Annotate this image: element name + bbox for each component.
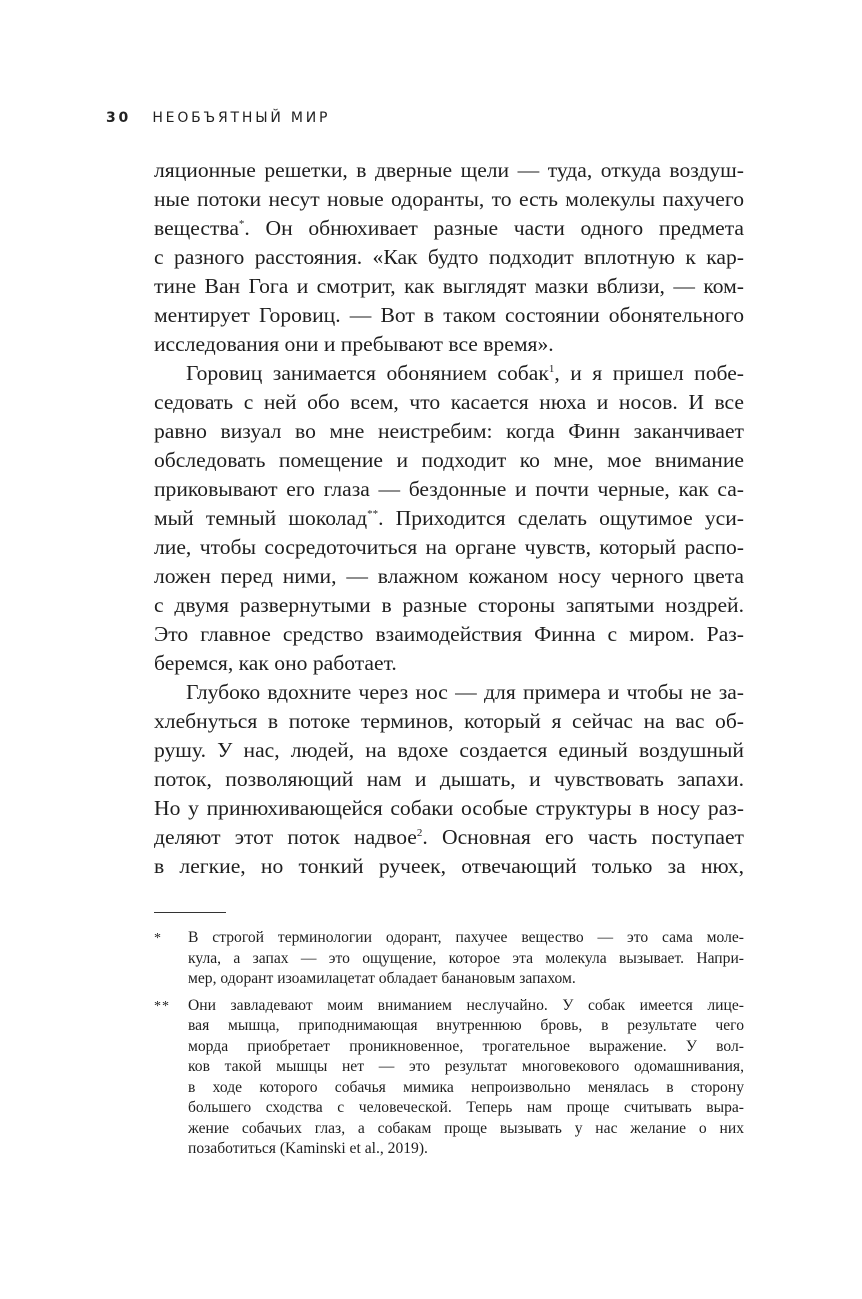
footnote-ref: ** [367, 508, 379, 520]
text-line: обследовать помещение и подходит ко мне, мое внимание [154, 448, 744, 472]
footnote-mark: * [154, 931, 162, 946]
text-line: мый темный шоколад**. Приходится сделать ощутимое уси- [154, 506, 744, 530]
footnote-line: В строгой терминологии одорант, пахучее вещество — это сама моле- [188, 929, 744, 946]
footnote-line: жение собачьих глаз, а собакам проще вызывать у нас желание о них [188, 1119, 744, 1137]
text-line: в легкие, но тонкий ручеек, отвечающий только за нюх, [154, 854, 744, 878]
text-line: деляют этот поток надвое$^2$. Основная его часть поступает [154, 825, 744, 849]
footnote-line: в ходе которого собачья мимика непроизвольно менялась в сторону [188, 1078, 744, 1096]
running-header [106, 110, 330, 126]
text-line: ляционные решетки, в дверные щели — туда, откуда воздуш- [154, 158, 744, 182]
text-line: приковывают его глаза — бездонные и почти черные, как са- [154, 477, 744, 501]
text-line: поток, позволяющий нам и дышать, и чувствовать запахи. [154, 767, 744, 791]
running-title: НЕОБЪЯТНЫЙ МИР [152, 110, 331, 126]
footnote-line: вая мышца, приподнимающая внутреннюю бровь, в результате чего [188, 1017, 744, 1034]
footnotes [154, 928, 744, 1166]
footnote-line: Они завладевают моим вниманием неслучайно. У собак имеется лице- [188, 996, 744, 1014]
page-number: 30 [106, 110, 132, 126]
footnote [154, 996, 744, 1160]
footnote-line: мер, одорант изоамилацетат обладает банановым запахом. [188, 970, 576, 987]
text-line: исследования они и пребывают все время». [154, 332, 554, 356]
text-line: Горовиц занимается обонянием собак$^1$, и я пришел побе- [186, 361, 744, 385]
footnote-line: кула, а запах — это ощущение, которое эта молекула вызывает. Напри- [188, 949, 744, 967]
text-line: вещества*. Он обнюхивает разные части одного предмета [154, 216, 744, 240]
text-line: с разного расстояния. «Как будто подходит вплотную к кар- [154, 245, 744, 269]
footnote [154, 928, 744, 990]
text-line: ложен перед ними, — влажном кожаном носу черного цвета [154, 564, 744, 588]
text-line: Это главное средство взаимодействия Финна с миром. Раз- [154, 622, 744, 646]
text-line: Глубоко вдохните через нос — для примера и чтобы не за- [186, 680, 744, 704]
main-text [154, 156, 744, 881]
footnote-separator [154, 912, 226, 913]
footnote-line: большего сходства с человеческой. Теперь нам проще считывать выра- [188, 1099, 744, 1116]
text-line: рушу. У нас, людей, на вдохе создается единый воздушный [154, 738, 744, 762]
text-line: хлебнуться в потоке терминов, который я сейчас на вас об- [154, 709, 744, 733]
text-line: ментирует Горовиц. — Вот в таком состоянии обонятельного [154, 303, 744, 327]
text-line: беремся, как оно работает. [154, 651, 397, 675]
footnote-mark: ** [154, 998, 170, 1014]
text-line: Но у принюхивающейся собаки особые структуры в носу раз- [154, 796, 744, 820]
footnote-ref: 1 [548, 363, 555, 375]
footnote-line: ков такой мышцы нет — это результат многовекового одомашнивания, [188, 1058, 744, 1075]
footnote-line: позаботиться (Kaminski et al., 2019). [188, 1140, 428, 1157]
text-line: с двумя развернутыми в разные стороны запятыми ноздрей. [154, 593, 744, 617]
footnote-ref: 2 [416, 827, 423, 839]
footnote-line: морда приобретает проникновенное, трогательное выражение. У вол- [188, 1037, 744, 1055]
text-line: равно визуал во мне неистребим: когда Финн заканчивает [154, 419, 744, 443]
text-line: лие, чтобы сосредоточиться на органе чувств, который распо- [154, 535, 744, 559]
text-line: ные потоки несут новые одоранты, то есть молекулы пахучего [154, 187, 744, 211]
text-line: седовать с ней обо всем, что касается нюха и носов. И все [154, 390, 744, 414]
text-line: тине Ван Гога и смотрит, как выглядят мазки вблизи, — ком- [154, 274, 744, 298]
footnote-ref: * [238, 218, 245, 230]
